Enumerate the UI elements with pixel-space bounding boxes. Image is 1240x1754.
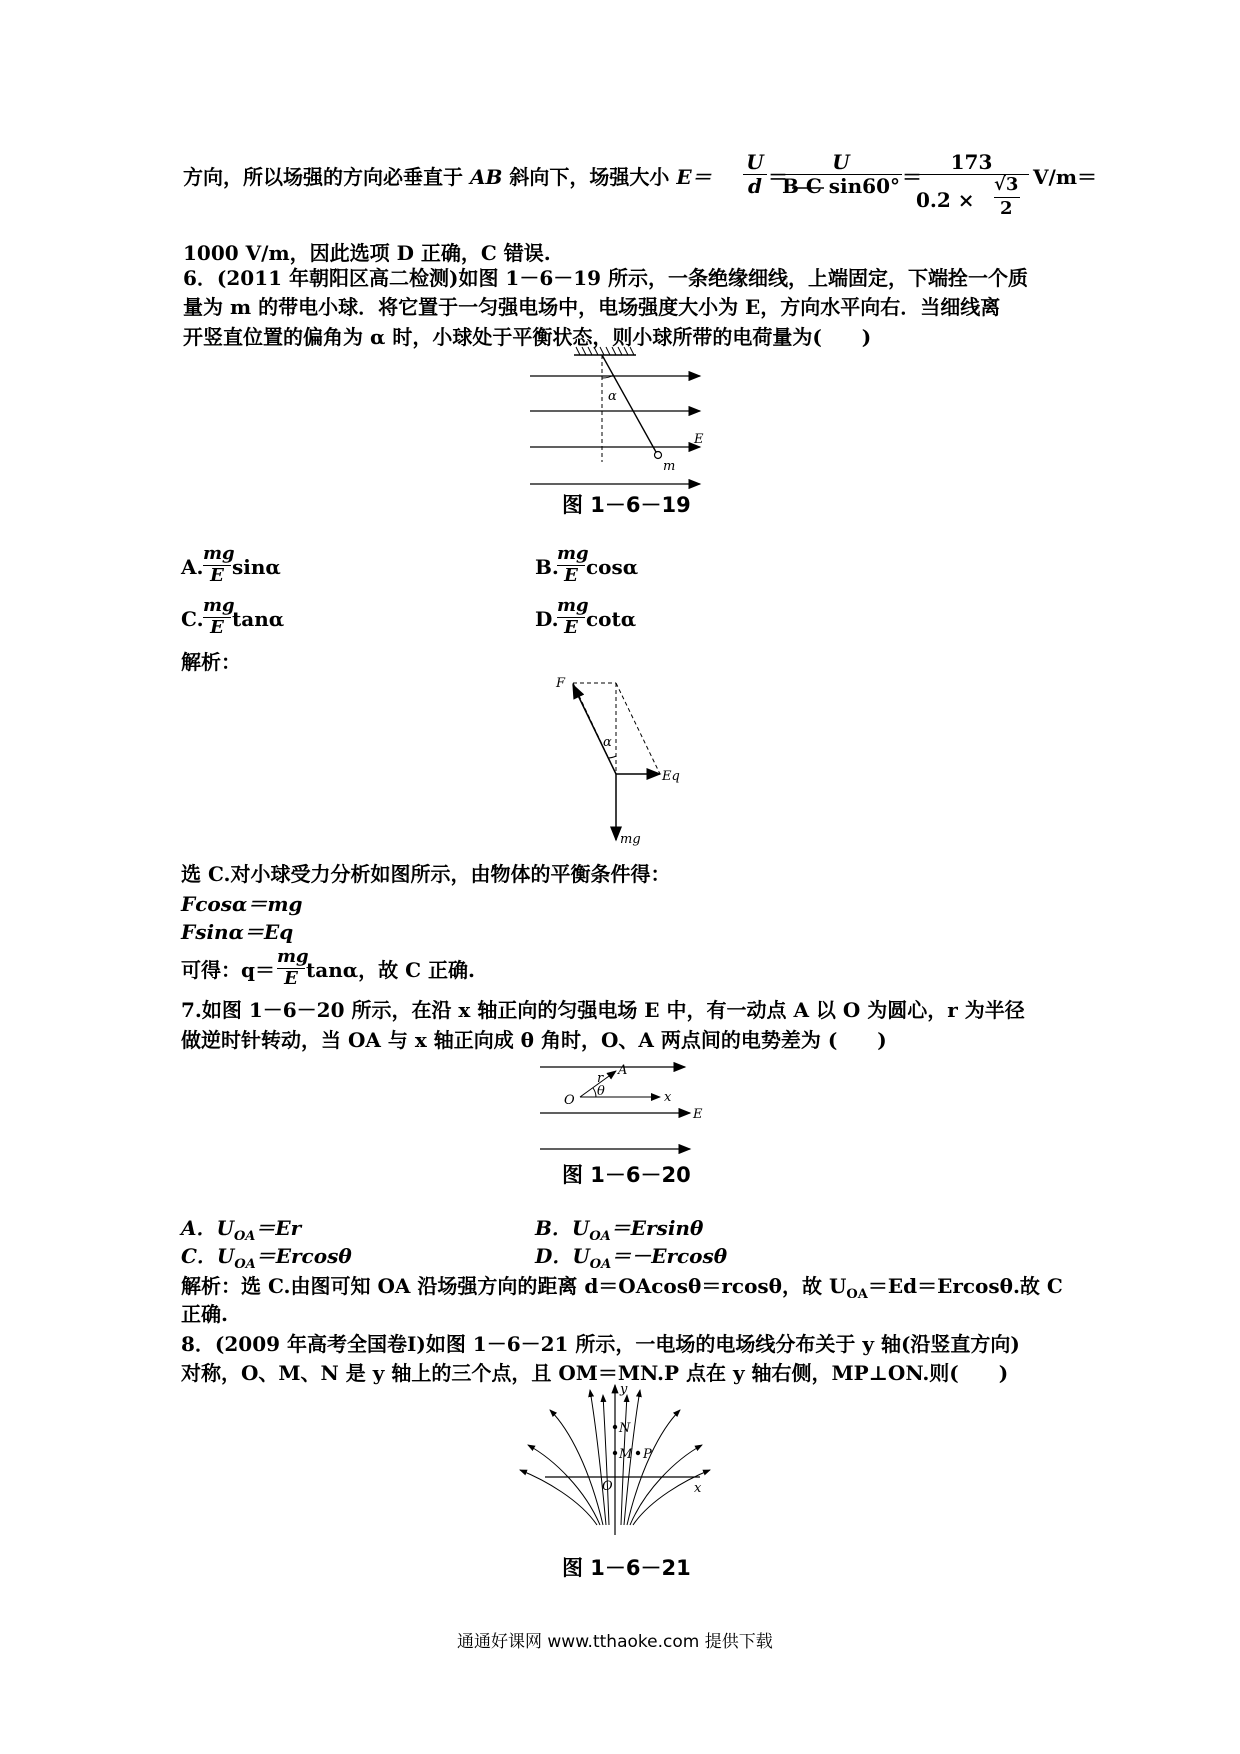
caption-1-6-19: 图 1－6－19 — [562, 493, 691, 517]
y-label: y — [620, 1382, 628, 1397]
q7-sol-line2: 正确. — [181, 1302, 228, 1326]
e-label-2: E — [693, 1107, 703, 1122]
p-label: P — [643, 1447, 652, 1462]
q6-sol-line2: Fcosα＝mg — [181, 892, 303, 916]
theta-label: θ — [597, 1084, 605, 1099]
n-label: N — [619, 1421, 631, 1436]
q6-line3: 开竖直位置的偏角为 α 时，小球处于平衡状态，则小球所带的电荷量为( ) — [183, 325, 872, 349]
a-label: A — [618, 1063, 628, 1078]
equals-sign: ＝ — [768, 165, 788, 189]
q6-option-a-tail: sinα — [232, 555, 281, 579]
q7-sol-line1: 解析：选 C.由图可知 OA 沿场强方向的距离 d＝OAcosθ＝rcosθ，故 $U_{OA}=Ed=Ercos\theta$.故 C — [181, 1274, 1063, 1302]
q6-option-b-fraction: mg E — [557, 543, 589, 586]
mg-label: mg — [620, 832, 641, 847]
q6-option-d-tail: cotα — [586, 607, 637, 631]
r-label: r — [597, 1071, 604, 1086]
q6-sol-line1: 选 C.对小球受力分析如图所示，由物体的平衡条件得： — [181, 862, 671, 886]
sol5-line2: 1000 V/m，因此选项 D 正确，C 错误. — [183, 241, 551, 265]
caption-1-6-21: 图 1－6－21 — [562, 1556, 691, 1580]
q6-option-b-tail: cosα — [586, 555, 639, 579]
q6-sol-fraction: mg E — [277, 946, 309, 989]
q6-option-a[interactable]: A. — [181, 555, 204, 579]
caption-1-6-20: 图 1－6－20 — [562, 1163, 691, 1187]
q6-line2: 量为 m 的带电小球．将它置于一匀强电场中，电场强度大小为 E，方向水平向右．当细线离 — [183, 295, 1001, 319]
m-label: m — [663, 459, 676, 474]
fraction-u-over-d: U d — [743, 152, 767, 197]
equals-sign: ＝ — [902, 165, 922, 189]
f-label: F — [556, 676, 566, 691]
q7-option-c[interactable]: C．$U_{OA}=Ercos\theta$ — [181, 1244, 352, 1272]
q6-line1: 6．(2011 年朝阳区高二检测)如图 1－6－19 所示，一条绝缘细线，上端固定，下端拴一个质 — [183, 266, 1029, 290]
alpha-label-2: α — [603, 735, 612, 750]
q6-sol-line4-prefix: 可得：q＝ — [181, 958, 275, 982]
e-label: E — [694, 432, 704, 447]
alpha-label: α — [608, 389, 617, 404]
q6-option-c-tail: tanα — [232, 607, 285, 631]
unit-vm: V/m＝ — [1033, 165, 1097, 189]
fraction-u-over-bc-sin60: U B C sin60° — [780, 152, 902, 197]
q8-line1: 8．(2009 年高考全国卷Ⅰ)如图 1－6－21 所示，一电场的电场线分布关于 y 轴(沿竖直方向) — [181, 1332, 1020, 1356]
q7-line1: 7.如图 1－6－20 所示，在沿 x 轴正向的匀强电场 E 中，有一动点 A 以 O 为圆心，r 为半径 — [181, 998, 1025, 1022]
x-label: x — [664, 1090, 672, 1105]
q6-sol-line3: Fsinα＝Eq — [181, 920, 294, 944]
q6-option-b[interactable]: B. — [535, 555, 559, 579]
q7-option-d[interactable]: D．$U_{OA}=-Ercos\theta$ — [535, 1244, 728, 1272]
q7-option-a[interactable]: A．$U_{OA}=Er$ — [181, 1216, 302, 1244]
q6-option-d[interactable]: D. — [535, 607, 559, 631]
o-label: O — [564, 1093, 575, 1108]
q6-sol-line4-tail: tanα，故 C 正确. — [306, 958, 475, 982]
m-label-2: M — [619, 1447, 633, 1462]
q6-option-a-fraction: mg E — [203, 543, 235, 586]
eq-label: Eq — [662, 769, 680, 784]
footer-text: 通通好课网 www.tthaoke.com 提供下载 — [457, 1632, 773, 1652]
sol5-line1-prefix: 方向，所以场强的方向必垂直于 AB 斜向下，场强大小 E＝ — [183, 165, 712, 189]
x-label-2: x — [694, 1481, 702, 1496]
q6-option-c-fraction: mg E — [203, 595, 235, 638]
q7-line2: 做逆时针转动，当 OA 与 x 轴正向成 θ 角时，O、A 两点间的电势差为 ( ) — [181, 1028, 887, 1052]
q6-option-c[interactable]: C. — [181, 607, 204, 631]
fraction-173: 173 0.2 × √3 2 — [914, 152, 1029, 220]
o-label-2: O — [602, 1479, 613, 1494]
analysis-label: 解析： — [181, 650, 241, 674]
q7-option-b[interactable]: B．$U_{OA}=Ersin\theta$ — [535, 1216, 704, 1244]
q6-option-d-fraction: mg E — [557, 595, 589, 638]
q8-line2: 对称，O、M、N 是 y 轴上的三个点，且 OM＝MN.P 点在 y 轴右侧，MP⊥ON.则( ) — [181, 1361, 1009, 1385]
